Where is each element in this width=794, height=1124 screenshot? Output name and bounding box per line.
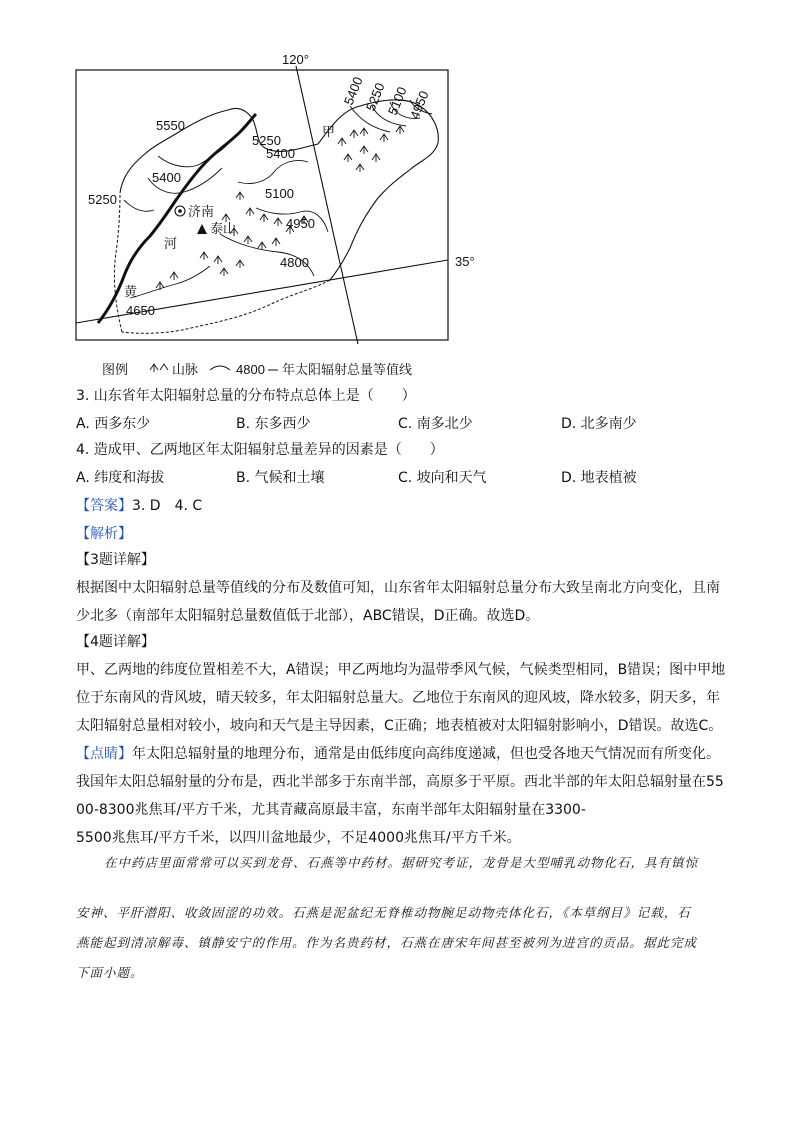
isoline-label-ne-5250: 5250 <box>362 80 388 114</box>
isoline-5100 <box>238 160 308 183</box>
yellow-river <box>98 114 256 323</box>
legend-mountain-icon <box>150 364 168 372</box>
river-label-huang: 黄 <box>124 284 138 299</box>
tip-line-3: 00-8300兆焦耳/平方千米，尤其青藏高原最丰富，东南半部年太阳辐射量在3300- <box>76 802 586 818</box>
tip-line-4: 5500兆焦耳/平方千米，以四川盆地最少，不足4000兆焦耳/平方千米。 <box>76 830 521 846</box>
q4-detail-paragraph <box>76 656 724 740</box>
question-4-option-b[interactable]: B. 气候和土壤 <box>236 470 325 486</box>
isoline-label-5550: 5550 <box>156 118 185 133</box>
tip-line-1 <box>76 740 724 768</box>
q4-line-1: 甲、乙两地的纬度位置相差不大，A错误；甲乙两地均为温带季风气候，气候类型相同，B错误；图中甲地 <box>76 662 726 678</box>
question-4-option-a[interactable]: A. 纬度和海拔 <box>76 470 165 486</box>
question-3-option-b[interactable]: B. 东多西少 <box>236 416 311 432</box>
jinan-city-dot <box>178 209 182 213</box>
q4-line-3: 太阳辐射总量相对较小，坡向和天气是主导因素，C正确；地表植被对太阳辐射影响小，D错误。故选C。 <box>76 718 723 734</box>
region-label-jia: 甲 <box>322 124 336 139</box>
legend-mountain-label: 山脉 <box>172 362 199 377</box>
isoline-5250-west <box>124 200 154 211</box>
q3-line-2: 少北多（南部年太阳辐射总量数值低于北部），ABC错误，D正确。故选D。 <box>76 608 540 624</box>
passage-line-1: 在中药店里面常常可以买到龙骨、石燕等中药材。据研究考证，龙骨是大型哺乳动物化石，具有镇惊 <box>104 855 699 870</box>
legend-isoline-icon <box>210 366 230 370</box>
taishan-peak-marker <box>197 224 207 234</box>
answer-line <box>76 496 202 516</box>
isoline-label-5400-mid: 5400 <box>152 170 181 185</box>
q3-detail-heading: 【3题详解】 <box>76 552 155 568</box>
river-label-he: 河 <box>164 236 178 251</box>
isoline-label-5100: 5100 <box>265 186 294 201</box>
isoline-5550 <box>158 144 228 167</box>
city-label-jinan: 济南 <box>188 204 215 219</box>
question-4-option-d[interactable]: D. 地表植被 <box>561 470 637 486</box>
passage-line-4: 下面小题。 <box>76 965 144 980</box>
passage-line-2: 安神、平肝潜阳、收敛固涩的功效。石燕是泥盆纪无脊椎动物腕足动物壳体化石，《本草纲目》记载，石 <box>76 905 691 920</box>
q3-detail-paragraph <box>76 574 724 630</box>
isoline-label-4650: 4650 <box>126 303 155 318</box>
tip-line-2: 我国年太阳总辐射量的分布是，西北半部多于东南半部，高原多于平原。西北半部的年太阳总辐射量在55 <box>76 774 724 790</box>
isoline-label-5250-top: 5250 <box>252 133 281 148</box>
isoline-label-4800: 4800 <box>280 255 309 270</box>
tip-line-1-text: 年太阳总辐射量的地理分布，通常是由低纬度向高纬度递减，但也受各地天气情况而有所变化。 <box>132 746 720 762</box>
isoline-4650 <box>130 266 210 298</box>
shandong-solar-radiation-map <box>60 48 480 378</box>
legend-isoline-desc: 年太阳辐射总量等值线 <box>282 362 413 377</box>
isoline-label-ne-5100: 5100 <box>384 84 410 118</box>
question-4-stem: 4. 造成甲、乙两地区年太阳辐射总量差异的因素是（ ） <box>76 442 444 458</box>
answer-text: 3. D 4. C <box>132 498 203 514</box>
analysis-line <box>76 524 132 544</box>
passage-body <box>76 898 726 988</box>
q4-line-2: 位于东南风的背风坡，晴天较多，年太阳辐射总量大。乙地位于东南风的迎风坡，降水较多，阴天多，年 <box>76 690 720 706</box>
question-3-stem: 3. 山东省年太阳辐射总量的分布特点总体上是（ ） <box>76 388 416 404</box>
answer-tag: 【答案】 <box>76 498 132 514</box>
question-3-option-c[interactable]: C. 南多北少 <box>398 416 473 432</box>
meridian-120 <box>296 66 358 344</box>
analysis-tag: 【解析】 <box>76 526 132 542</box>
question-4-option-c[interactable]: C. 坡向和天气 <box>398 470 487 486</box>
isoline-label-ne-5400: 5400 <box>340 74 366 108</box>
parallel-label: 35° <box>455 254 475 269</box>
tip-paragraph <box>76 740 724 852</box>
question-3-option-d[interactable]: D. 北多南少 <box>561 416 637 432</box>
isoline-label-ne-4950: 4950 <box>406 88 432 122</box>
mountain-label-taishan: 泰山 <box>210 221 237 236</box>
question-3-option-a[interactable]: A. 西多东少 <box>76 416 151 432</box>
legend-label: 图例 <box>102 362 129 377</box>
isoline-label-5250-left: 5250 <box>88 192 117 207</box>
isoline-label-5400-top: 5400 <box>266 146 295 161</box>
q3-line-1: 根据图中太阳辐射总量等值线的分布及数值可知，山东省年太阳辐射总量分布大致呈南北方向变化，且南 <box>76 580 720 596</box>
meridian-label: 120° <box>282 52 309 67</box>
q4-detail-heading: 【4题详解】 <box>76 634 155 650</box>
legend-isoline-value: 4800 <box>236 362 265 377</box>
passage-line-3: 燕能起到清凉解毒、镇静安宁的作用。作为名贵药材，石燕在唐宋年间甚至被列为进宫的贡品。据此完成 <box>76 935 698 950</box>
isoline-label-4950: 4950 <box>286 216 315 231</box>
tip-tag: 【点睛】 <box>76 746 132 762</box>
